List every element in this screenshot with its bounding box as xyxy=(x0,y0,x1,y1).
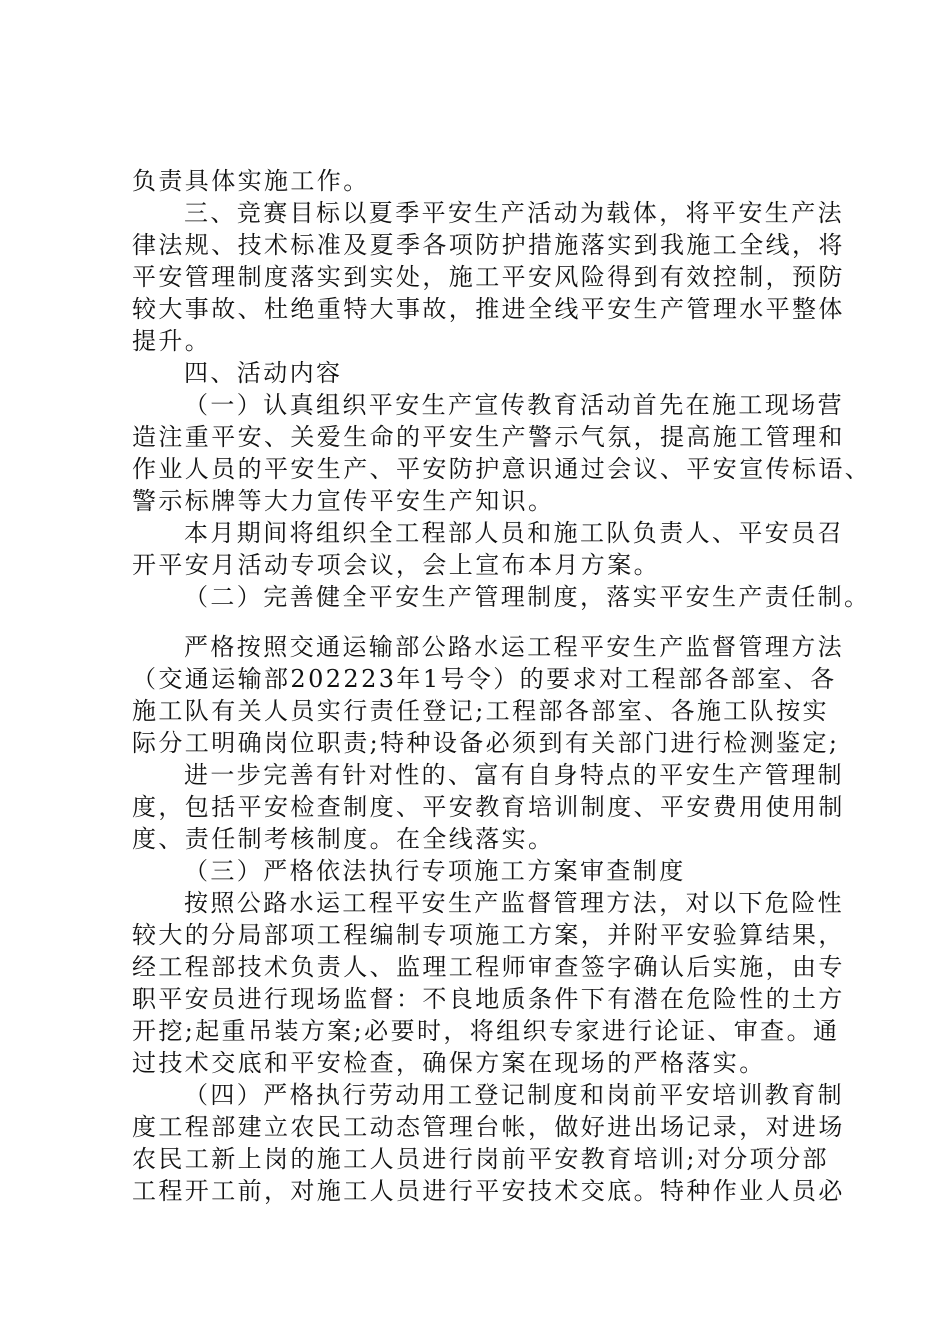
text-line: 度、责任制考核制度。在全线落实。 xyxy=(132,825,555,853)
text-line: 严格按照交通运输部公路水运工程平安生产监督管理方法 xyxy=(184,633,844,661)
text-line: 度，包括平安检查制度、平安教育培训制度、平安费用使用制 xyxy=(132,793,845,821)
text-line: 负责具体实施工作。 xyxy=(132,167,370,195)
text-line: 职平安员进行现场监督：不良地质条件下有潜在危险性的土方 xyxy=(132,985,845,1013)
text-line: 进一步完善有针对性的、富有自身特点的平安生产管理制 xyxy=(184,761,844,789)
text-line: 平安管理制度落实到实处，施工平安风险得到有效控制，预防 xyxy=(132,263,845,291)
text-line: （二）完善健全平安生产管理制度，落实平安生产责任制。 xyxy=(184,583,871,611)
text-line: （一）认真组织平安生产宣传教育活动首先在施工现场营 xyxy=(184,391,844,419)
text-line: 度工程部建立农民工动态管理台帐，做好进出场记录，对进场 xyxy=(132,1113,845,1141)
section-heading: 四、活动内容 xyxy=(184,359,343,387)
text-line: （四）严格执行劳动用工登记制度和岗前平安培训教育制 xyxy=(184,1081,844,1109)
text-line: 开平安月活动专项会议，会上宣布本月方案。 xyxy=(132,551,660,579)
section-heading: （三）严格依法执行专项施工方案审查制度 xyxy=(184,857,686,885)
text-line: 过技术交底和平安检查，确保方案在现场的严格落实。 xyxy=(132,1049,766,1077)
text-line: 经工程部技术负责人、监理工程师审查签字确认后实施，由专 xyxy=(132,953,845,981)
text-line: 造注重平安、关爱生命的平安生产警示气氛，提高施工管理和 xyxy=(132,423,845,451)
text-line: 开挖;起重吊装方案;必要时，将组织专家进行论证、审查。通 xyxy=(132,1017,840,1045)
text-line: 律法规、技术标准及夏季各项防护措施落实到我施工全线，将 xyxy=(132,231,845,259)
text-line: 三、竞赛目标以夏季平安生产活动为载体，将平安生产法 xyxy=(184,199,844,227)
text-line: 农民工新上岗的施工人员进行岗前平安教育培训;对分项分部 xyxy=(132,1145,829,1173)
text-line: 较大的分局部项工程编制专项施工方案，并附平安验算结果， xyxy=(132,921,845,949)
text-line: 警示标牌等大力宣传平安生产知识。 xyxy=(132,487,555,515)
text-line: 施工队有关人员实行责任登记;工程部各部室、各施工队按实 xyxy=(132,697,829,725)
text-line: 按照公路水运工程平安生产监督管理方法，对以下危险性 xyxy=(184,889,844,917)
text-line: 际分工明确岗位职责;特种设备必须到有关部门进行检测鉴定; xyxy=(132,729,840,757)
text-line: 本月期间将组织全工程部人员和施工队负责人、平安员召 xyxy=(184,519,844,547)
text-line: 作业人员的平安生产、平安防护意识通过会议、平安宣传标语、 xyxy=(132,455,872,483)
text-line: 较大事故、杜绝重特大事故，推进全线平安生产管理水平整体 xyxy=(132,295,845,323)
text-line: 提升。 xyxy=(132,327,212,355)
text-line: 工程开工前，对施工人员进行平安技术交底。特种作业人员必 xyxy=(132,1177,845,1205)
text-line: （交通运输部202223年1号令）的要求对工程部各部室、各 xyxy=(132,665,837,693)
